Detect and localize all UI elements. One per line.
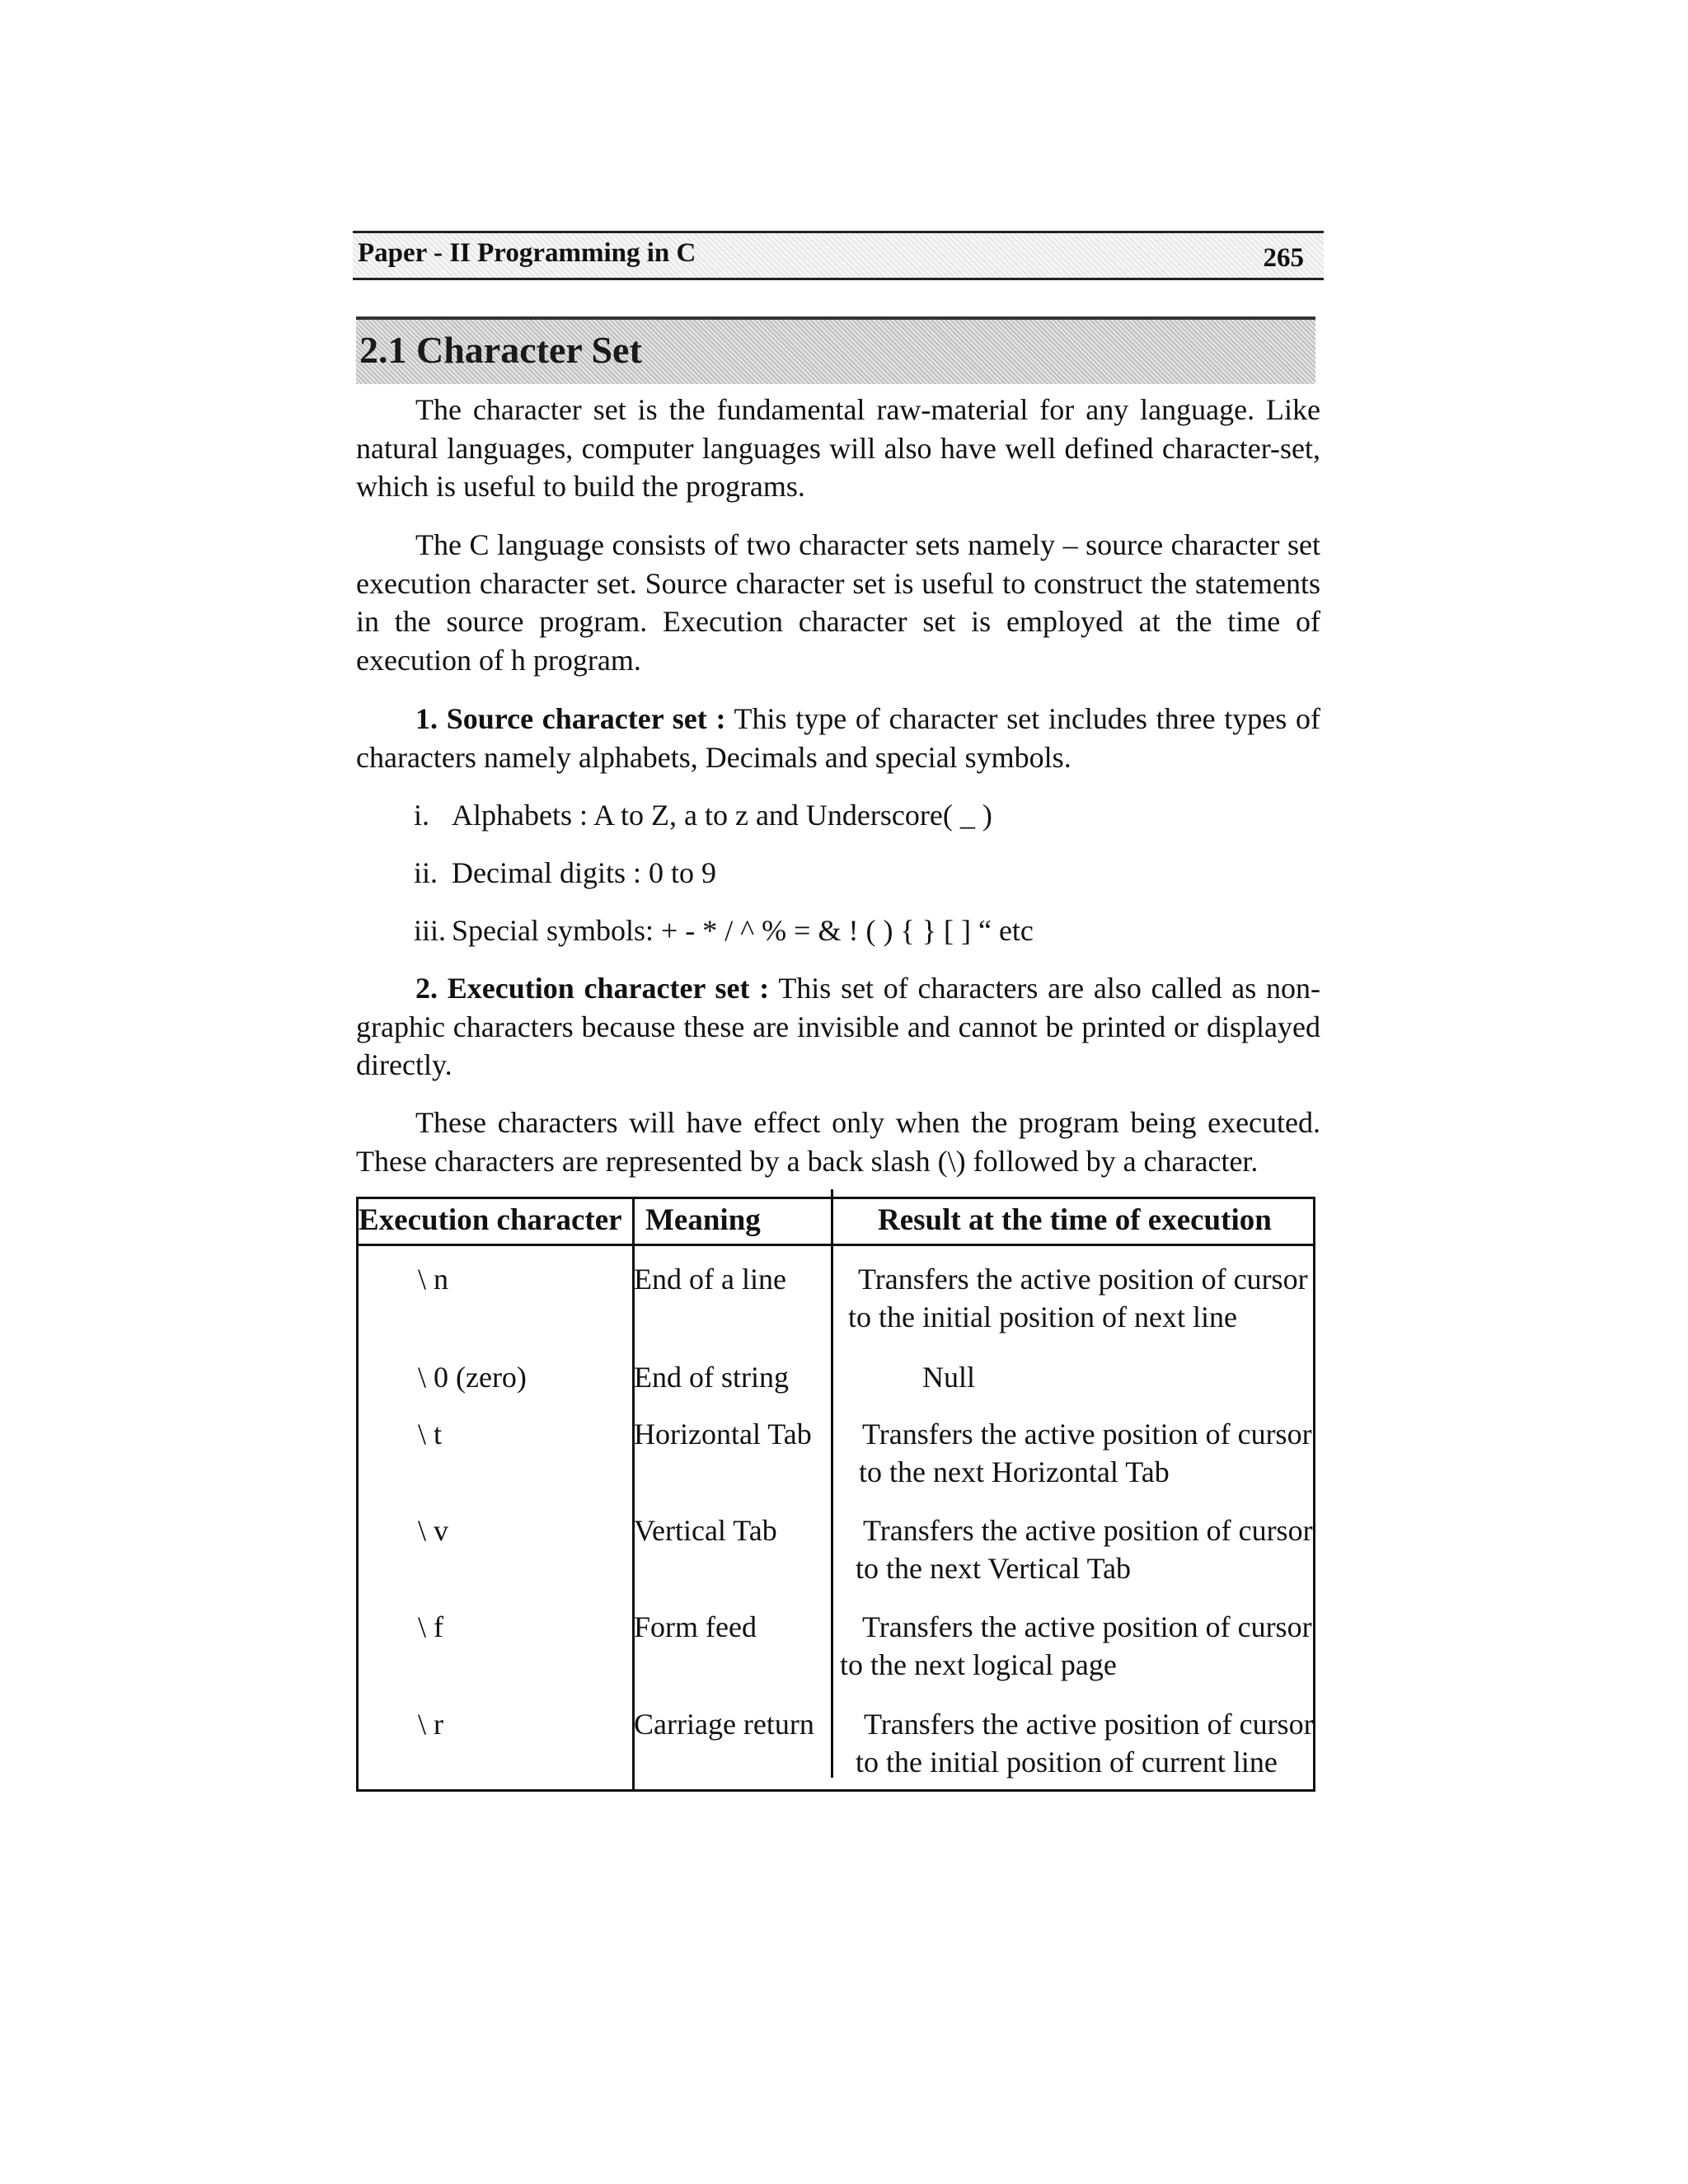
table-cell-result bbox=[922, 1358, 1400, 1396]
execution-set-text: This set of characters are also called as non-graphic characters because these are invisible and cannot be printed or displayed directly. bbox=[356, 972, 1321, 1081]
section-heading bbox=[356, 316, 1315, 384]
running-header bbox=[353, 231, 1324, 280]
table-header-execution-character: Execution character bbox=[359, 1203, 622, 1237]
paragraph-c-sets-text: The C language consists of two character sets namely – source character set execution character set. Source character set is useful to construct the statements in the source program. Execution character set is employed at the time of execution of h program. bbox=[356, 528, 1320, 677]
table-cell-meaning: End of a line bbox=[634, 1263, 786, 1296]
source-set-text: This type of character set includes three types of characters namely alphabets, Decimals and special symbols. bbox=[356, 702, 1321, 774]
result-line: to the next logical page bbox=[840, 1648, 1117, 1681]
table-cell-character: \ r bbox=[418, 1708, 443, 1741]
table-cell-character: \ t bbox=[418, 1418, 443, 1451]
result-line: Transfers the active position of cursor bbox=[862, 1610, 1312, 1643]
list-item-text: Decimal digits : 0 to 9 bbox=[452, 856, 716, 889]
result-line: Transfers the active position of cursor bbox=[858, 1263, 1308, 1296]
table-cell-character: \ 0 (zero) bbox=[418, 1361, 527, 1394]
table-column-divider bbox=[831, 1189, 833, 1778]
list-item-number: i. bbox=[414, 799, 430, 832]
source-set-label: 1. Source character set : bbox=[415, 702, 726, 735]
result-line: Transfers the active position of cursor bbox=[864, 1708, 1314, 1741]
paragraph-source-set bbox=[356, 700, 1320, 776]
table-cell-character: \ n bbox=[418, 1263, 449, 1296]
table-cell-result bbox=[840, 1608, 1318, 1684]
paragraph-backslash bbox=[356, 1104, 1320, 1180]
table-cell-meaning: Form feed bbox=[634, 1610, 757, 1643]
list-item-text: Special symbols: + - * / ^ % = & ! ( ) { } [ ] “ etc bbox=[452, 914, 1034, 947]
result-line: to the next Horizontal Tab bbox=[859, 1455, 1170, 1488]
table-header-result: Result at the time of execution bbox=[878, 1203, 1272, 1237]
table-cell-result bbox=[848, 1260, 1326, 1336]
paragraph-intro bbox=[356, 391, 1320, 506]
result-line: Null bbox=[922, 1361, 976, 1394]
table-cell-meaning: End of string bbox=[634, 1361, 789, 1394]
table-cell-meaning: Carriage return bbox=[634, 1708, 814, 1741]
table-header-meaning: Meaning bbox=[645, 1203, 761, 1237]
table-cell-meaning: Vertical Tab bbox=[634, 1514, 777, 1547]
paragraph-c-sets bbox=[356, 526, 1320, 679]
table-cell-meaning: Horizontal Tab bbox=[634, 1418, 812, 1451]
paragraph-backslash-text: These characters will have effect only when the program being executed. These characters are represented by a back slash (\) followed by a character. bbox=[356, 1106, 1320, 1178]
table-cell-character: \ f bbox=[418, 1610, 443, 1643]
list-item bbox=[414, 912, 1034, 949]
page-number: 265 bbox=[1263, 243, 1304, 273]
result-line: to the initial position of next line bbox=[848, 1301, 1237, 1333]
list-item bbox=[414, 796, 992, 834]
table-cell-result bbox=[859, 1415, 1337, 1491]
table-header-rule bbox=[359, 1244, 1313, 1246]
list-item bbox=[414, 854, 716, 892]
execution-character-table bbox=[356, 1197, 1315, 1792]
running-header-title: Paper - II Programming in C bbox=[358, 238, 696, 268]
result-line: Transfers the active position of cursor bbox=[862, 1418, 1312, 1451]
paragraph-intro-text: The character set is the fundamental raw-material for any language. Like natural languages, computer languages will also have well defined character-set, which is useful to build the programs. bbox=[356, 393, 1320, 503]
list-item-number: ii. bbox=[414, 856, 438, 889]
result-line: to the next Vertical Tab bbox=[856, 1552, 1132, 1585]
table-cell-result bbox=[856, 1511, 1334, 1587]
execution-set-label: 2. Execution character set : bbox=[415, 972, 770, 1005]
paragraph-execution-set bbox=[356, 969, 1320, 1085]
list-item-number: iii. bbox=[414, 914, 447, 947]
result-line: Transfers the active position of cursor bbox=[863, 1514, 1313, 1547]
result-line: to the initial position of current line bbox=[856, 1746, 1278, 1779]
section-heading-text: 2.1 Character Set bbox=[359, 329, 642, 371]
list-item-text: Alphabets : A to Z, a to z and Underscore( _ ) bbox=[452, 799, 992, 832]
table-cell-character: \ v bbox=[418, 1514, 449, 1547]
table-cell-result bbox=[856, 1705, 1334, 1781]
